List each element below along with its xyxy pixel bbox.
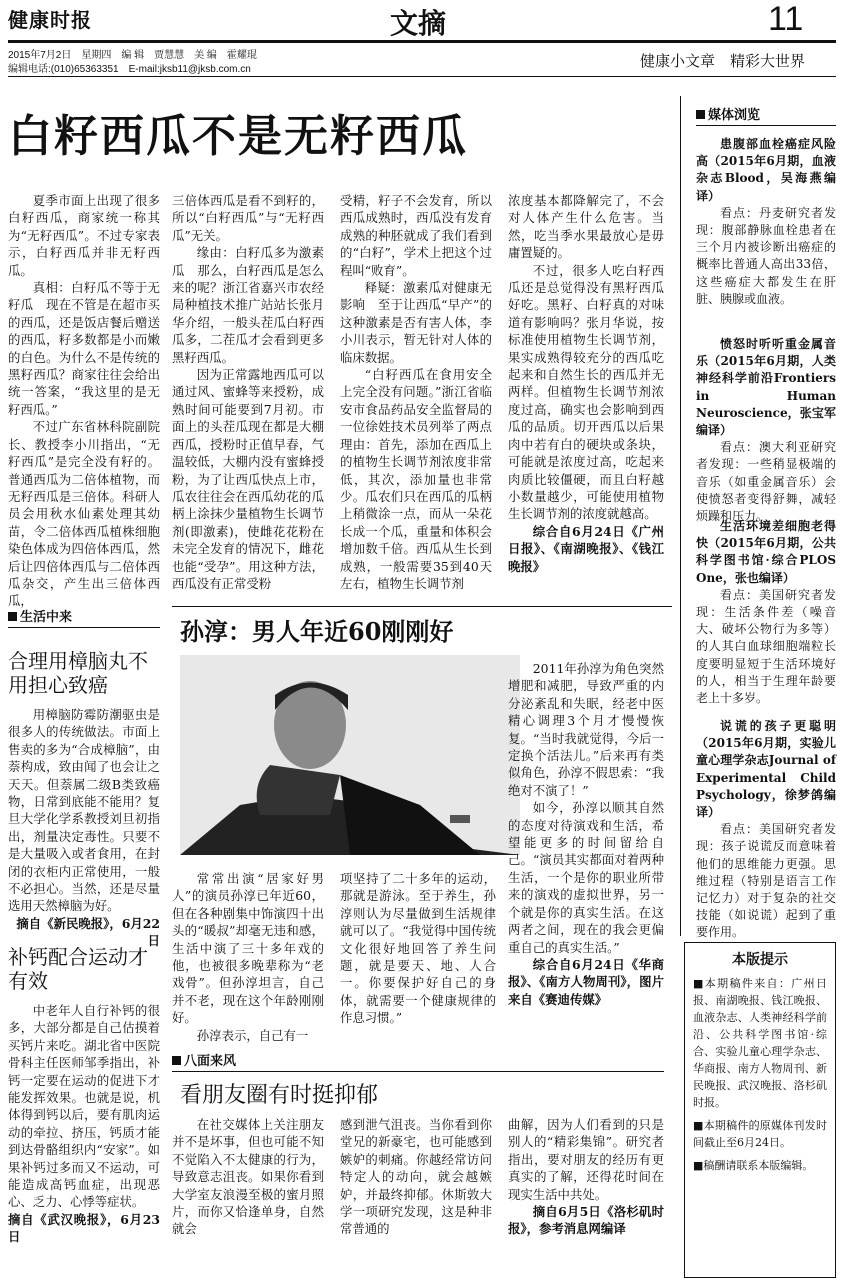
article-body (8, 706, 160, 950)
tip-box (684, 942, 836, 1278)
media-item-body: 看点：美国研究者发现：孩子说谎反而意味着他们的思维能力更强。思维过程（特别是语言工作记忆力）对于复杂的社交技能（如说谎）起到了重要作用。 (696, 822, 836, 940)
bamian-col-2 (340, 1116, 492, 1238)
section-bar-label: 媒体浏览 (708, 107, 761, 122)
media-item-body: 看点：丹麦研究者发现：腹部静脉血栓患者在三个月内被诊断出癌症的概率比普通人高出33倍，这些癌症大都发生在肝脏、胰腺或血液。 (696, 205, 836, 306)
square-bullet-icon (172, 1056, 181, 1065)
editor-contact-line: 编辑电话:(010)65363351 E-mail:jksb11@jksb.com.cn (8, 64, 251, 75)
tip-contact: ■稿酬请联系本版编辑。 (693, 1159, 814, 1172)
masthead-logo: 健康时报 (8, 8, 92, 32)
article-title: 合理用樟脑丸不用担心致癌 (8, 651, 148, 697)
bamian-col-3 (508, 1116, 664, 1238)
sun-col-1 (172, 870, 324, 1044)
media-item-body: 看点：美国研究者发现：生活条件差（噪音大、破坏公物行为多等）的人其白血球细胞端粒长度要明显短于生活环境好的人，相当于生理年龄要老上十多岁。 (696, 587, 836, 706)
main-col-3 (340, 192, 492, 592)
paragraph: 在社交媒体上关注朋友并不是坏事，但也可能不知不觉陷入不太健康的行为，导致意志沮丧。如果你看到大学室友浪漫至极的蜜月照片，而你又恰逢单身，自然就会 (172, 1117, 324, 1237)
main-headline: 白籽西瓜不是无籽西瓜 (8, 111, 468, 162)
divider (172, 606, 672, 607)
sun-col-3 (508, 660, 664, 1008)
page-number: 11 (768, 0, 804, 38)
section-title: 文摘 (390, 7, 447, 40)
paragraph: 受精，籽子不会发育，所以西瓜成熟时，西瓜没有发育成熟的种胚就成了我们看到的“白籽”，学术上把这个过程叫“败育”。 (340, 193, 492, 278)
media-item (696, 136, 836, 308)
paragraph: 不过，很多人吃白籽西瓜还是总觉得没有黑籽西瓜好吃。黑籽、白籽真的对味道有影响吗？张月华说，按标准使用植物生长调节剂，果实成熟得较充分的西瓜吃起来和自然生长的西瓜并无两样。但植物生长调节剂浓度过高，确实也会影响到西瓜的品质。切开西瓜以后果肉中若有白的硬块或条块，可能就是浓度过高，吃起来肉质比较僵硬，而且白籽越小数量越少，可能使用植物生长调节剂的浓度就越高。 (508, 262, 664, 522)
header-rule (8, 40, 836, 43)
section-bar-label: 八面来风 (184, 1053, 237, 1068)
paragraph: 用樟脑防霉防潮驱虫是很多人的传统做法。市面上售卖的多为“合成樟脑”，由萘构成，致由闻了也会让之天天。但萘属二级B类致癌物，日常到底能不能用？复旦大学化学系教授刘旦初指出，剂量决定毒性。只要不是大量吸入或者食用，在封闭的衣柜内正常使用，一般不必担心。当然，还是尽量选用天然樟脑为好。 (8, 707, 160, 914)
article-body (8, 1002, 160, 1246)
paragraph: 释疑：激素瓜对健康无影响 至于让西瓜“早产”的这种激素是否有害人体，李小川表示，暂无针对人体的临床数据。 (340, 280, 492, 365)
media-item (696, 718, 836, 942)
media-item-title: 患腹部血栓癌症风险高（2015年6月期，血液杂志Blood，吴海燕编译） (696, 137, 836, 203)
main-col-2 (172, 192, 324, 592)
tip-box-title: 本版提示 (732, 952, 788, 968)
media-item (696, 336, 836, 525)
section-bar-media (696, 104, 836, 126)
article-title: 补钙配合运动才有效 (8, 947, 148, 993)
paragraph: 真相：白籽瓜不等于无籽瓜 现在不管是在超市买的西瓜，还是饭店餐后赠送的西瓜，籽多数都是小而嫩的白色。为什么不是传统的黑籽西瓜？商家往往会给出统一答案，“我这里的是无籽西瓜。” (8, 280, 160, 417)
media-item-title: 愤怒时听听重金属音乐（2015年6月期，人类神经科学前沿Frontiers in Human Neuroscience，张宝军编译） (696, 337, 836, 438)
paragraph: 因为正常露地西瓜可以通过风、蜜蜂等来授粉，成熟时间可能要到7月初。市面上的头茬瓜现在都是大棚西瓜，授粉时正值早春，气温较低，大棚内没有蜜蜂授粉，为了让西瓜快点上市，瓜农往往会在西瓜幼花的瓜柄上涂抹少量植物生长调节剂(即激素)，使雌花花粉在未完全发育的情况下，雌花也能“受孕”。用这种方法，西瓜没有正常受粉 (172, 367, 324, 591)
square-bullet-icon (8, 612, 17, 621)
paragraph: 浓度基本都降解完了，不会对人体产生什么危害。当然，吃当季水果最放心是毋庸置疑的。 (508, 193, 664, 261)
source-credit: 综合自6月24日《华商报》、《南方人物周刊》，图片来自《赛迪传媒》 (508, 956, 664, 1007)
section-bar-life (8, 606, 160, 628)
section-bar-label: 生活中来 (20, 609, 73, 624)
article-title: 孙淳：男人年近60刚刚好 (180, 617, 454, 646)
source-credit: 摘自《新民晚报》，6月22日 (16, 915, 160, 949)
tip-date: ■本期稿件的原媒体刊发时间截止至6月24日。 (693, 1119, 827, 1149)
sidebar-rule (680, 96, 681, 936)
paragraph: 感到泄气沮丧。当你看到你堂兄的新豪宅，也可能感到嫉妒的刺痛。你越经常访问特定人的动向，就会越嫉妒，并最终抑郁。休斯敦大学一项研究发现，这是种非常普通的 (340, 1117, 492, 1237)
paragraph: 2011年孙淳为角色突然增肥和减肥，导致严重的内分泌紊乱和失眠，经老中医精心调理3个月才慢慢恢复。“当时我就觉得，今后一定换个活法儿。”后来再有类似角色，孙淳不假思索：“我绝对不演了！” (508, 661, 664, 798)
source-credit: 摘自《武汉晚报》，6月23日 (8, 1211, 160, 1245)
portrait-photo (180, 655, 520, 855)
bamian-col-1 (172, 1116, 324, 1238)
sun-col-2 (340, 870, 496, 1027)
portrait-illustration (180, 655, 520, 855)
main-col-4 (508, 192, 664, 575)
media-item-title: 生活环境差细胞老得快（2015年6月期，公共科学图书馆·综合PLOS One，张也编译） (696, 519, 836, 585)
section-bar-bamian (172, 1050, 664, 1072)
paragraph: 曲解，因为人们看到的只是别人的“精彩集锦”。研究者指出，要对朋友的经历有更真实的了解，还得花时间在现实生活中共处。 (508, 1117, 664, 1202)
paragraph: 夏季市面上出现了很多白籽西瓜，商家统一称其为“无籽西瓜”。不过专家表示，白籽西瓜并非无籽西瓜。 (8, 193, 160, 278)
paragraph: 三倍体西瓜是看不到籽的，所以“白籽西瓜”与“无籽西瓜”无关。 (172, 193, 324, 243)
media-item-body: 看点：澳大利亚研究者发现：一些稍显极端的音乐（如重金属音乐）会使愤怒者变得舒舞，减轻烦躁和压力。 (696, 440, 836, 524)
paragraph: 不过广东省林科院副院长、教授李小川指出，“无籽西瓜”是完全没有籽的。普通西瓜为二倍体植物，而无籽西瓜是三倍体。科研人员会用秋水仙素处理其幼苗，令二倍体西瓜植株细胞染色体成为四倍体西瓜，然后让四倍体西瓜与二倍体西瓜杂交，产生出三倍体西瓜， (8, 419, 160, 609)
paragraph: 孙淳表示，自己有一 (196, 1027, 309, 1043)
source-credit: 摘自6月5日《洛杉矶时报》，参考消息网编译 (508, 1204, 664, 1237)
header-rule-thin (8, 76, 836, 77)
paragraph: 常常出演“居家好男人”的演员孙淳已年近60，但在各种剧集中饰演四十出头的“暖叔”却毫无违和感，生活中演了三十多年戏的他，也被很多晚辈称为“老戏骨”。但孙淳坦言，自己并不老，现在这个年龄刚刚好。 (172, 871, 324, 1026)
paragraph: 如今，孙淳以顺其自然的态度对待演戏和生活，希望能更多的时间留给自己。“演员其实都面对着两种生活，一个是你的职业所带来的演戏的虚拟世界，另一个就是你的真实生活。在这两者之间，现在的我会更偏重自己的真实生活。” (508, 800, 664, 955)
square-bullet-icon (696, 110, 705, 119)
tip-sources: ■本期稿件来自：广州日报、南湖晚报、钱江晚报、血液杂志、人类神经科学前沿、公共科学图书馆·综合、实验儿童心理学杂志、华商报、南方人物周刊、新民晚报、武汉晚报、洛杉矶时报。 (693, 977, 827, 1109)
main-col-1 (8, 192, 160, 610)
issue-date-line: 2015年7月2日 星期四 编 辑 贾慧慧 美 编 霍耀琨 (8, 50, 257, 61)
slogan: 健康小文章 精彩大世界 (640, 53, 806, 70)
paragraph: 项坚持了二十多年的运动，那就是游泳。至于养生，孙淳则认为尽量做到生活规律就可以了。“我觉得中国传统文化很好地回答了养生问题，就是要天、地、人合一。你要保护好自己的身体，就需要一个健康规律的作息习惯。” (340, 871, 496, 1026)
media-item (696, 518, 836, 707)
article-title: 看朋友圈有时挺抑郁 (180, 1082, 379, 1107)
paragraph: 中老年人自行补钙的很多，大部分都是自己估摸着买钙片来吃。湖北省中医院骨科主任医师邹季指出，补钙一定要在运动的促进下才能发挥效果。也就是说，机体得到钙以后，要有肌肉运动的牵拉、挤压，钙质才能到达骨骼组织内“安家”。如果补钙过多而又不运动，可能造成高钙血症，出现恶心、乏力、心悸等症状。 (8, 1003, 160, 1210)
source-credit: 综合自6月24日《广州日报》、《南湖晚报》、《钱江晚报》 (508, 523, 664, 574)
paragraph: “白籽西瓜在食用安全上完全没有问题。”浙江省临安市食品药品安全监督局的一位徐姓技术员列举了两点理由：首先，添加在西瓜上的植物生长调节剂浓度非常低，其次，添加量也非常少。瓜农们只在西瓜的瓜柄上稍微涂一点，而从一朵花长成一个瓜，重量和体积会增加数千倍。西瓜从生长到成熟，一般需要35到40天左右，植物生长调节剂 (340, 367, 492, 591)
media-item-title: 说谎的孩子更聪明（2015年6月期，实验儿童心理学杂志Journal of Experimental Child Psychology，徐梦鸽编译） (696, 719, 836, 820)
paragraph: 缘由：白籽瓜多为激素瓜 那么，白籽西瓜是怎么来的呢？浙江省嘉兴市农经局种植技术推广站站长张月华介绍，一般头茬瓜白籽西瓜多，二茬瓜才会看到更多黑籽西瓜。 (172, 245, 324, 365)
